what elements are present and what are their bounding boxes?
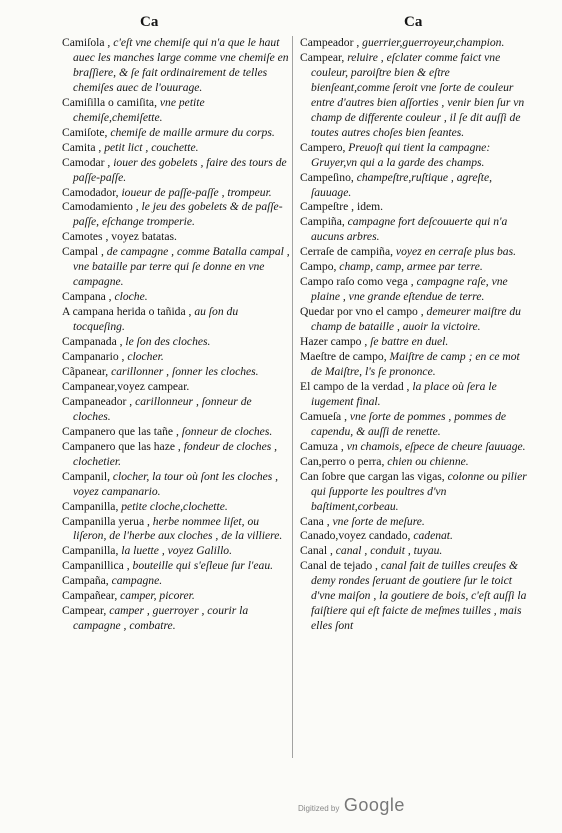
dictionary-entry [62,395,290,425]
headword: Camodar , [62,155,114,169]
dictionary-entry [62,290,290,305]
definition: fondeur de cloches , clochetier. [73,439,278,468]
definition: ioueur de paſſe-paſſe , trompeur. [121,185,272,199]
definition: chemiſe de maille armure du corps. [110,125,275,139]
dictionary-entry [62,604,290,634]
dictionary-entry [62,36,290,96]
running-head-left: Ca [140,14,159,30]
headword: Campeſtre , idem. [300,200,384,214]
headword: Can,perro o perra, [300,454,388,468]
definition: petit lict , couchette. [104,140,199,154]
dictionary-entry [300,51,528,141]
left-column [62,36,290,634]
headword: Campiña, [300,215,348,229]
dictionary-entry [62,186,290,201]
definition: bouteille qui s'eſleue ſur l'eau. [132,559,274,573]
definition: canal , conduit , tuyau. [335,544,443,558]
dictionary-entry [62,245,290,290]
definition: guerrier,guerroyeur,champion. [362,36,505,49]
headword: Campanear,voyez campear. [62,379,190,393]
headword: Campo raſo como vega , [300,275,417,289]
headword: Campanario , [62,350,128,364]
dictionary-entry [62,126,290,141]
definition: le ſon des cloches. [125,335,211,349]
headword: Campear, [300,50,348,64]
dictionary-entry [300,529,528,544]
headword: Campanero que las haze , [62,439,184,453]
dictionary-entry [62,230,290,245]
headword: Camodamiento , [62,200,142,214]
headword: Camodador, [62,185,122,199]
headword: Canado,voyez candado, [300,529,414,543]
dictionary-entry [300,410,528,440]
headword: Campear, [62,604,110,618]
headword: Campo, [300,260,340,274]
right-column [300,36,528,634]
headword: Cana , [300,514,333,528]
dictionary-entry [300,544,528,559]
dictionary-entry [62,380,290,395]
headword: Cerraſe de campiña, [300,245,396,259]
definition: clocher, la tour où ſont les cloches , voyez campanario. [73,469,279,498]
dictionary-entry [62,559,290,574]
definition: chien ou chienne. [387,454,469,468]
definition: ſonneur de cloches. [181,424,273,438]
definition: herbe nommee liſet, ou liſeron, de l'herbe aux cloches , de la villiere. [73,514,283,543]
headword: Campanil, [62,469,113,483]
definition: carillonner , ſonner les cloches. [111,364,259,378]
dictionary-entry [300,470,528,515]
definition: campagne. [111,574,163,588]
headword: Camotes , voyez batatas. [62,230,177,244]
definition: colonne ou pilier qui ſupporte les poultres d'vn baſtiment,corbeau. [311,469,527,513]
dictionary-entry [300,380,528,410]
dictionary-entry [62,96,290,126]
dictionary-entry [300,515,528,530]
headword: Canal de tejado , [300,559,381,573]
definition: la place où ſera le iugement final. [311,379,497,408]
definition: Preuoſt qui tient la campagne: Gruyer,vn qui a la garde des champs. [311,140,491,169]
headword: A campana herida o tañida , [62,305,195,319]
google-logo: Google [343,795,405,815]
definition: voyez en cerraſe plus bas. [395,245,517,259]
headword: Camiſote, [62,125,111,139]
definition: champeſtre,ruſtique , agreſte, ſauuage. [311,170,493,199]
dictionary-entry [300,200,528,215]
headword: Campal , [62,245,107,259]
definition: au ſon du tocqueſing. [73,305,239,334]
dictionary-entry [62,335,290,350]
headword: Campanada , [62,335,126,349]
dictionary-entry [300,559,528,634]
definition: vne ſorte de meſure. [332,514,425,528]
definition: cadenat. [413,529,453,543]
definition: champ, camp, armee par terre. [339,260,483,274]
dictionary-entry [62,425,290,440]
headword: Campanilla, [62,499,122,513]
dictionary-entry [300,141,528,171]
definition: campagne raſe, vne plaine , vne grande eſtendue de terre. [311,275,508,304]
definition: la luette , voyez Galillo. [121,544,233,558]
definition: carillonneur , ſonneur de cloches. [73,394,252,423]
headword: Campanero que las tañe , [62,424,182,438]
dictionary-entry [62,141,290,156]
definition: c'eſt vne chemiſe qui n'a que le haut auec les manches large comme vne chemiſe en braſſiere, & ſe fait ordinairement de telles chemiſes auec de l'ouurage. [73,36,289,94]
dictionary-entry [300,36,528,51]
definition: ſe battre en duel. [370,335,449,349]
dictionary-entry [300,350,528,380]
headword: Campeſino, [300,170,357,184]
dictionary-entry [62,574,290,589]
digitization-watermark [298,795,405,816]
headword: Campeador , [300,36,363,49]
definition: vne petite chemiſe,chemiſette. [73,95,205,124]
definition: cloche. [114,290,148,304]
definition: clocher. [127,350,164,364]
dictionary-entry [62,200,290,230]
headword: Quedar por vno el campo , [300,305,427,319]
headword: Camueſa , [300,409,350,423]
headword: Can ſobre que cargan las vigas, [300,469,448,483]
headword: Campanilla yerua , [62,514,153,528]
headword: El campo de la verdad , [300,379,413,393]
dictionary-entry [300,260,528,275]
dictionary-entry [62,589,290,604]
definition: vn chamois, eſpece de cheure ſauuage. [346,439,526,453]
definition: canal fait de tuilles creuſes & demy rondes ſeruant de goutiere ſur le toict d'vne maiſon , la goutiere de bois, c'eſt auſſi la faiſtiere qui eſt faicte de meſmes tuilles , mais elles ſont [311,559,527,633]
definition: camper , guerroyer , courir la campagne , combatre. [73,604,249,633]
headword: Maeſtre de campo, [300,350,390,364]
running-head-right: Ca [404,14,423,30]
dictionary-entry [300,335,528,350]
dictionary-entry [62,305,290,335]
digitized-by-label: Digitized by [298,804,340,813]
definition: campagne fort deſcouuerte qui n'a aucuns arbres. [311,215,508,244]
headword: Campaña, [62,574,112,588]
headword: Camita , [62,140,105,154]
headword: Camiſola , [62,36,114,49]
headword: Camiſilla o camiſita, [62,95,160,109]
definition: vne ſorte de pommes , pommes de capendu, & auſſi de renette. [311,409,507,438]
dictionary-entry [62,440,290,470]
definition: petite cloche,clochette. [121,499,228,513]
dictionary-entry [62,365,290,380]
dictionary-entry [300,455,528,470]
definition: Maiſtre de camp ; en ce mot de Maiſtre, l's ſe prononce. [311,350,520,378]
definition: camper, picorer. [120,589,195,603]
dictionary-entry [62,470,290,500]
dictionary-entry [300,275,528,305]
dictionary-entry [300,245,528,260]
definition: reluire , eſclater comme faict vne couleur, paroiſtre bien & eſtre bienſeant,comme ſeroit vne ſorte de couleur entre d'autres bien aſſorties , venir bien ſur vn champ de differente couleur , il ſe dit auſſi de toutes autres choſes bien ſeantes. [311,50,525,139]
headword: Campaneador , [62,394,136,408]
headword: Campana , [62,290,115,304]
dictionary-entry [62,350,290,365]
dictionary-entry [300,305,528,335]
definition: de campagne , comme Batalla campal , vne bataille par terre qui ſe donne en vne campagne. [73,245,290,289]
dictionary-entry [300,440,528,455]
headword: Canal , [300,544,336,558]
definition: le jeu des gobelets & de paſſe-paſſe, eſchange tromperie. [73,200,283,229]
definition: iouer des gobelets , faire des tours de paſſe-paſſe. [73,155,287,184]
column-divider [292,36,293,758]
dictionary-entry [62,500,290,515]
dictionary-entry [62,515,290,545]
dictionary-entry [300,171,528,201]
dictionary-entry [300,215,528,245]
headword: Hazer campo , [300,335,371,349]
dictionary-entry [62,544,290,559]
dictionary-entry [62,156,290,186]
headword: Cãpanear, [62,364,112,378]
headword: Campero, [300,140,349,154]
definition: demeurer maiſtre du champ de bataille , auoir la victoire. [311,305,521,334]
headword: Camuza , [300,439,347,453]
headword: Campanillica , [62,559,133,573]
headword: Campanilla, [62,544,122,558]
headword: Campañear, [62,589,121,603]
